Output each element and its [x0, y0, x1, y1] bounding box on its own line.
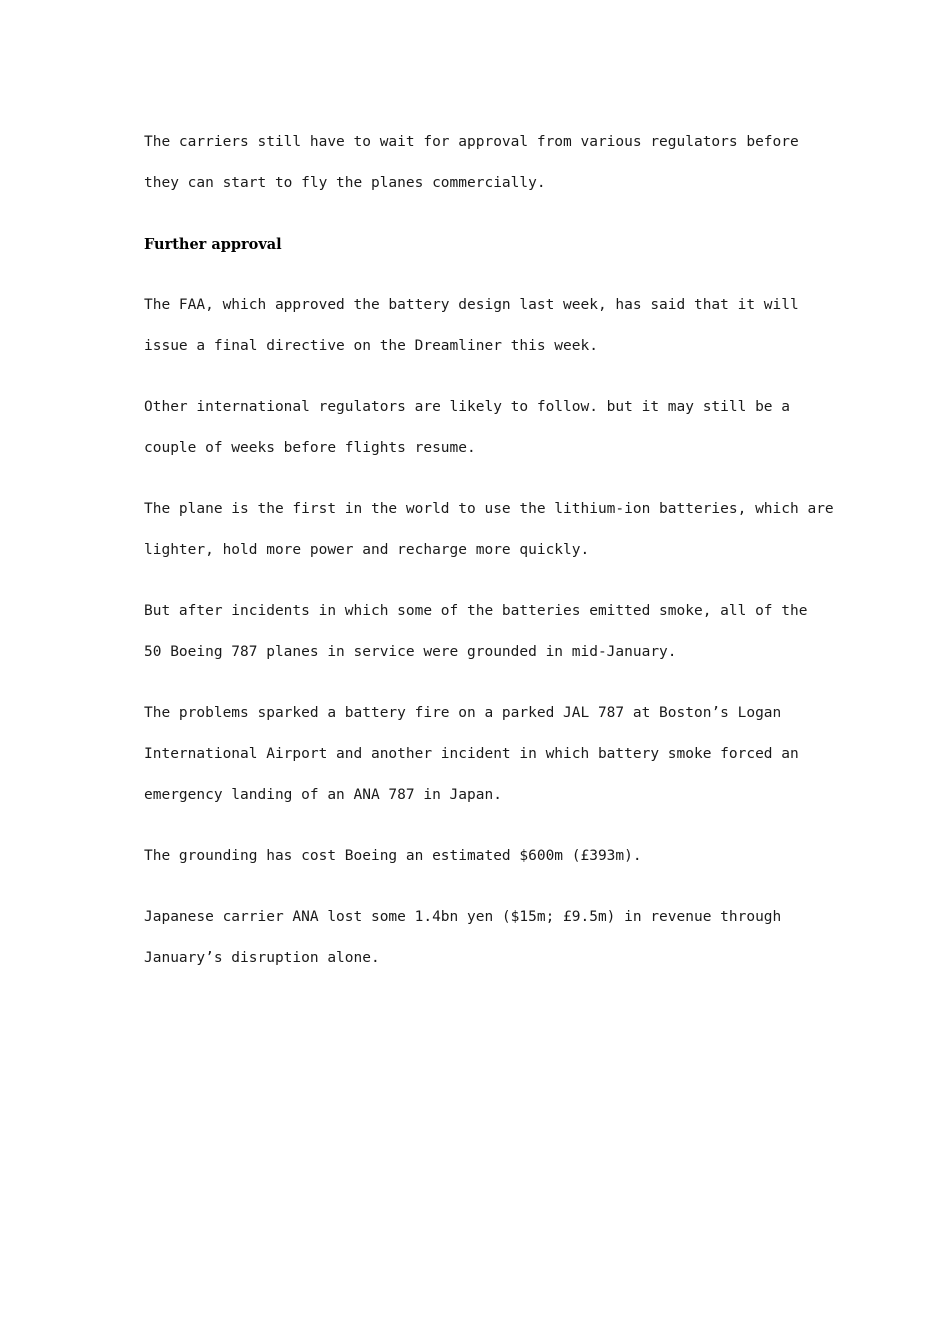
- text-line: The carriers still have to wait for approval from various regulators before: [144, 134, 799, 150]
- text-line: 50 Boeing 787 planes in service were grounded in mid-January.: [144, 644, 677, 660]
- paragraph-intro: [144, 122, 824, 204]
- text-line: The problems sparked a battery fire on a parked JAL 787 at Boston’s Logan: [144, 705, 782, 721]
- text-line: emergency landing of an ANA 787 in Japan.: [144, 787, 502, 803]
- text-line: The grounding has cost Boeing an estimated $600m (£393m).: [144, 848, 642, 864]
- text-line: International Airport and another incident in which battery smoke forced an: [144, 746, 799, 762]
- text-line: Japanese carrier ANA lost some 1.4bn yen ($15m; £9.5m) in revenue through: [144, 909, 782, 925]
- text-line: couple of weeks before flights resume.: [144, 440, 476, 456]
- text-line: they can start to fly the planes commercially.: [144, 175, 546, 191]
- paragraph-batteries: [144, 489, 834, 571]
- text-line: The plane is the first in the world to use the lithium-ion batteries, which are: [144, 501, 834, 517]
- paragraph-cost: [144, 836, 824, 877]
- text-line: issue a final directive on the Dreamliner this week.: [144, 338, 598, 354]
- text-line: The FAA, which approved the battery design last week, has said that it will: [144, 297, 799, 313]
- paragraph-faa: [144, 285, 824, 367]
- section-heading: Further approval: [144, 236, 282, 253]
- paragraph-regulators: [144, 387, 824, 469]
- paragraph-revenue: [144, 897, 824, 979]
- text-line: Other international regulators are likely to follow. but it may still be a: [144, 399, 791, 415]
- paragraph-incidents: [144, 591, 824, 673]
- text-line: lighter, hold more power and recharge more quickly.: [144, 542, 590, 558]
- article-body: [144, 122, 834, 999]
- paragraph-problems: [144, 693, 824, 816]
- text-line: January’s disruption alone.: [144, 950, 380, 966]
- text-line: But after incidents in which some of the batteries emitted smoke, all of the: [144, 603, 808, 619]
